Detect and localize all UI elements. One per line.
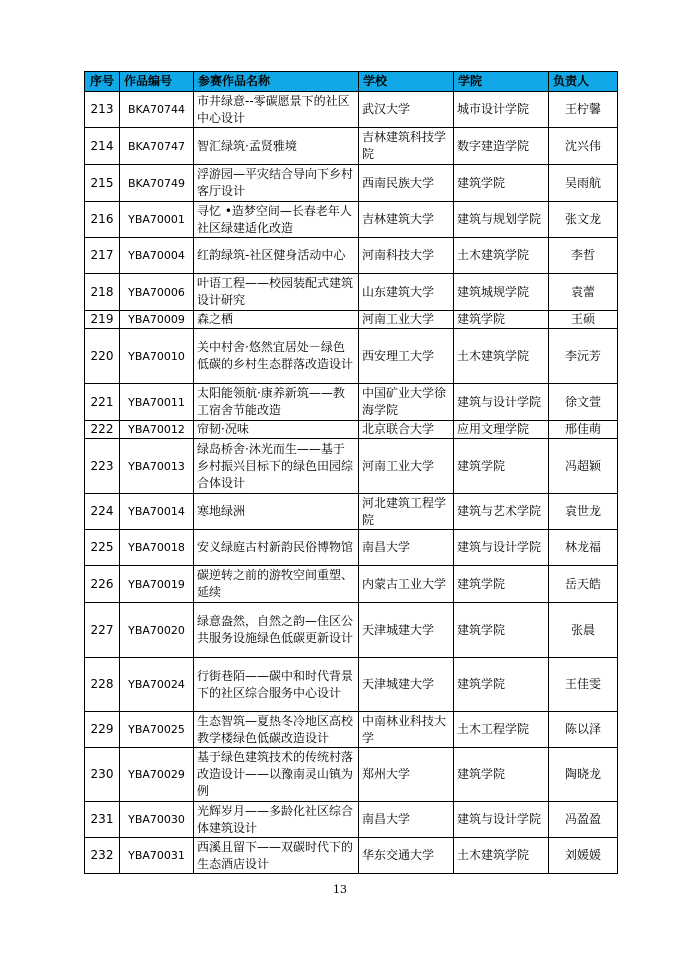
cell-work-id: YBA70029 xyxy=(120,748,194,802)
cell-work-name: 红韵绿筑-社区健身活动中心 xyxy=(194,238,359,274)
cell-serial-number: 215 xyxy=(85,165,120,202)
table-row xyxy=(85,748,618,802)
cell-college: 建筑学院 xyxy=(454,748,549,802)
table-row xyxy=(85,712,618,748)
cell-college: 建筑与设计学院 xyxy=(454,530,549,566)
cell-work-id: YBA70001 xyxy=(120,202,194,238)
table-row xyxy=(85,658,618,712)
cell-work-id: BKA70747 xyxy=(120,128,194,165)
header-leader: 负责人 xyxy=(549,72,618,92)
cell-school: 南昌大学 xyxy=(359,530,454,566)
cell-work-name: 行街巷陌——碳中和时代背景下的社区综合服务中心设计 xyxy=(194,658,359,712)
cell-work-name: 寻忆 •造梦空间—长春老年人社区绿建适化改造 xyxy=(194,202,359,238)
cell-work-name: 碳逆转之前的游牧空间重塑、延续 xyxy=(194,566,359,603)
cell-school: 西南民族大学 xyxy=(359,165,454,202)
cell-work-id: YBA70010 xyxy=(120,329,194,384)
cell-school: 武汉大学 xyxy=(359,92,454,128)
cell-work-name: 西溪且留下——双碳时代下的生态酒店设计 xyxy=(194,838,359,874)
cell-school: 西安理工大学 xyxy=(359,329,454,384)
cell-college: 建筑与设计学院 xyxy=(454,384,549,421)
cell-college: 建筑学院 xyxy=(454,439,549,494)
table-row xyxy=(85,421,618,439)
cell-college: 建筑与设计学院 xyxy=(454,802,549,838)
cell-serial-number: 219 xyxy=(85,311,120,329)
cell-leader: 沈兴伟 xyxy=(549,128,618,165)
cell-work-id: YBA70018 xyxy=(120,530,194,566)
cell-school: 河北建筑工程学院 xyxy=(359,494,454,530)
cell-leader: 王硕 xyxy=(549,311,618,329)
cell-leader: 李哲 xyxy=(549,238,618,274)
cell-college: 建筑学院 xyxy=(454,603,549,658)
cell-leader: 陶晓龙 xyxy=(549,748,618,802)
cell-leader: 徐文萱 xyxy=(549,384,618,421)
table-row xyxy=(85,128,618,165)
cell-serial-number: 214 xyxy=(85,128,120,165)
table-header-row xyxy=(85,72,618,92)
cell-college: 建筑学院 xyxy=(454,658,549,712)
award-list-table xyxy=(84,71,618,874)
cell-school: 中南林业科技大学 xyxy=(359,712,454,748)
cell-school: 山东建筑大学 xyxy=(359,274,454,311)
table-row xyxy=(85,329,618,384)
cell-work-id: BKA70749 xyxy=(120,165,194,202)
cell-serial-number: 223 xyxy=(85,439,120,494)
cell-college: 建筑城规学院 xyxy=(454,274,549,311)
table-row xyxy=(85,439,618,494)
cell-work-name: 关中村舍·悠然宜居处－绿色低碳的乡村生态群落改造设计 xyxy=(194,329,359,384)
cell-college: 应用文理学院 xyxy=(454,421,549,439)
cell-college: 城市设计学院 xyxy=(454,92,549,128)
cell-work-name: 智汇绿筑·孟贤雅境 xyxy=(194,128,359,165)
page-number: 13 xyxy=(333,883,347,896)
cell-college: 建筑与艺术学院 xyxy=(454,494,549,530)
cell-serial-number: 220 xyxy=(85,329,120,384)
cell-college: 土木建筑学院 xyxy=(454,238,549,274)
cell-work-name: 帘韧·况味 xyxy=(194,421,359,439)
cell-work-name: 太阳能领航·康养新筑——教工宿舍节能改造 xyxy=(194,384,359,421)
cell-work-id: YBA70014 xyxy=(120,494,194,530)
table-row xyxy=(85,274,618,311)
table-row xyxy=(85,494,618,530)
cell-school: 南昌大学 xyxy=(359,802,454,838)
cell-leader: 袁蕾 xyxy=(549,274,618,311)
cell-serial-number: 221 xyxy=(85,384,120,421)
cell-college: 土木建筑学院 xyxy=(454,838,549,874)
cell-work-id: YBA70006 xyxy=(120,274,194,311)
cell-serial-number: 227 xyxy=(85,603,120,658)
header-college: 学院 xyxy=(454,72,549,92)
cell-work-name: 生态智筑—夏热冬冷地区高校教学楼绿色低碳改造设计 xyxy=(194,712,359,748)
cell-leader: 张文龙 xyxy=(549,202,618,238)
cell-school: 郑州大学 xyxy=(359,748,454,802)
cell-work-name: 安义绿庭古村新韵民俗博物馆 xyxy=(194,530,359,566)
table-row xyxy=(85,802,618,838)
cell-work-name: 寒地绿洲 xyxy=(194,494,359,530)
cell-work-name: 森之栖 xyxy=(194,311,359,329)
cell-college: 建筑学院 xyxy=(454,566,549,603)
cell-serial-number: 228 xyxy=(85,658,120,712)
cell-college: 数字建造学院 xyxy=(454,128,549,165)
cell-school: 中国矿业大学徐海学院 xyxy=(359,384,454,421)
cell-serial-number: 224 xyxy=(85,494,120,530)
cell-work-name: 叶语工程——校园装配式建筑设计研究 xyxy=(194,274,359,311)
cell-serial-number: 213 xyxy=(85,92,120,128)
cell-school: 河南工业大学 xyxy=(359,439,454,494)
cell-work-name: 基于绿色建筑技术的传统村落改造设计——以豫南灵山镇为例 xyxy=(194,748,359,802)
cell-college: 建筑与规划学院 xyxy=(454,202,549,238)
table-row xyxy=(85,92,618,128)
cell-work-id: YBA70009 xyxy=(120,311,194,329)
cell-work-id: YBA70024 xyxy=(120,658,194,712)
cell-serial-number: 229 xyxy=(85,712,120,748)
cell-leader: 邢佳萌 xyxy=(549,421,618,439)
cell-work-id: YBA70020 xyxy=(120,603,194,658)
cell-work-name: 绿意盎然，自然之韵—住区公共服务设施绿色低碳更新设计 xyxy=(194,603,359,658)
cell-work-name: 绿岛桥舍·沐光而生——基于乡村振兴目标下的绿色田园综合体设计 xyxy=(194,439,359,494)
cell-work-name: 光辉岁月——多龄化社区综合体建筑设计 xyxy=(194,802,359,838)
cell-school: 北京联合大学 xyxy=(359,421,454,439)
cell-work-id: YBA70011 xyxy=(120,384,194,421)
cell-leader: 李沅芳 xyxy=(549,329,618,384)
cell-work-id: BKA70744 xyxy=(120,92,194,128)
cell-work-name: 市井绿意--零碳愿景下的社区中心设计 xyxy=(194,92,359,128)
cell-leader: 林龙福 xyxy=(549,530,618,566)
cell-school: 吉林建筑科技学院 xyxy=(359,128,454,165)
cell-school: 天津城建大学 xyxy=(359,658,454,712)
cell-school: 河南科技大学 xyxy=(359,238,454,274)
cell-school: 内蒙古工业大学 xyxy=(359,566,454,603)
cell-college: 土木建筑学院 xyxy=(454,329,549,384)
table-row xyxy=(85,603,618,658)
cell-school: 吉林建筑大学 xyxy=(359,202,454,238)
header-work-name: 参赛作品名称 xyxy=(194,72,359,92)
cell-leader: 陈以泽 xyxy=(549,712,618,748)
table-row xyxy=(85,530,618,566)
table-row xyxy=(85,566,618,603)
cell-leader: 刘媛媛 xyxy=(549,838,618,874)
cell-serial-number: 232 xyxy=(85,838,120,874)
cell-college: 建筑学院 xyxy=(454,311,549,329)
cell-school: 华东交通大学 xyxy=(359,838,454,874)
cell-serial-number: 225 xyxy=(85,530,120,566)
cell-school: 天津城建大学 xyxy=(359,603,454,658)
cell-work-id: YBA70012 xyxy=(120,421,194,439)
cell-serial-number: 230 xyxy=(85,748,120,802)
table-row xyxy=(85,384,618,421)
header-school: 学校 xyxy=(359,72,454,92)
cell-leader: 张晨 xyxy=(549,603,618,658)
cell-serial-number: 217 xyxy=(85,238,120,274)
cell-leader: 冯超颖 xyxy=(549,439,618,494)
table-row xyxy=(85,202,618,238)
header-work-id: 作品编号 xyxy=(120,72,194,92)
cell-leader: 王佳雯 xyxy=(549,658,618,712)
table-row xyxy=(85,238,618,274)
cell-work-id: YBA70030 xyxy=(120,802,194,838)
table-row xyxy=(85,838,618,874)
header-serial-number: 序号 xyxy=(85,72,120,92)
cell-serial-number: 218 xyxy=(85,274,120,311)
cell-serial-number: 222 xyxy=(85,421,120,439)
cell-work-id: YBA70031 xyxy=(120,838,194,874)
table-row xyxy=(85,311,618,329)
cell-work-name: 浮游园—平灾结合导向下乡村客厅设计 xyxy=(194,165,359,202)
cell-serial-number: 226 xyxy=(85,566,120,603)
table-row xyxy=(85,165,618,202)
cell-work-id: YBA70019 xyxy=(120,566,194,603)
cell-school: 河南工业大学 xyxy=(359,311,454,329)
cell-serial-number: 216 xyxy=(85,202,120,238)
cell-work-id: YBA70004 xyxy=(120,238,194,274)
cell-leader: 袁世龙 xyxy=(549,494,618,530)
cell-serial-number: 231 xyxy=(85,802,120,838)
cell-college: 建筑学院 xyxy=(454,165,549,202)
cell-college: 土木工程学院 xyxy=(454,712,549,748)
cell-leader: 王柠馨 xyxy=(549,92,618,128)
cell-leader: 岳天皓 xyxy=(549,566,618,603)
cell-work-id: YBA70025 xyxy=(120,712,194,748)
cell-work-id: YBA70013 xyxy=(120,439,194,494)
cell-leader: 冯盈盈 xyxy=(549,802,618,838)
cell-leader: 吴雨航 xyxy=(549,165,618,202)
